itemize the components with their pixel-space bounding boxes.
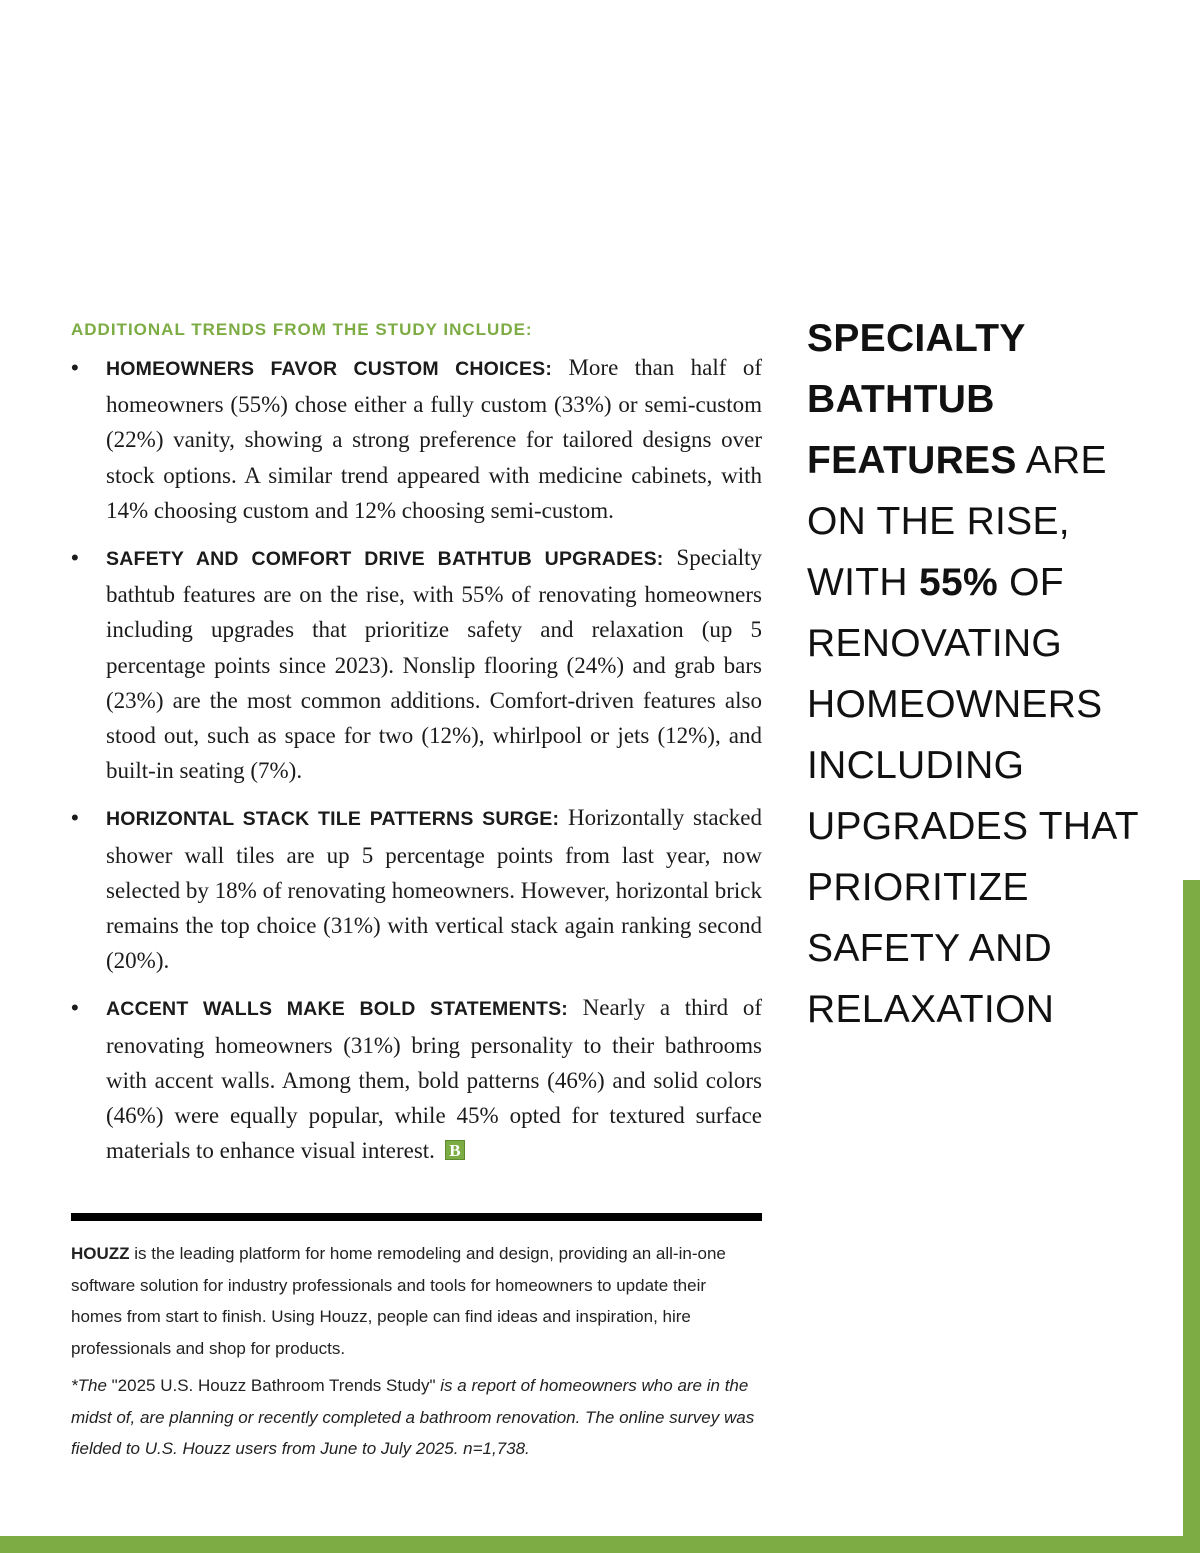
pull-quote — [807, 308, 1167, 1040]
bullet-icon: • — [71, 545, 79, 571]
pullquote-line: UPGRADES THAT — [807, 805, 1139, 848]
pullquote-emphasis: 55% — [918, 561, 998, 604]
end-mark-icon: B — [445, 1140, 465, 1160]
pullquote-line: SPECIALTY — [807, 317, 1026, 360]
bullet-icon: • — [71, 805, 79, 831]
study-title: "2025 U.S. Houzz Bathroom Trends Study" — [111, 1376, 436, 1395]
pullquote-text: ARE — [1016, 439, 1107, 482]
pullquote-line: PRIORITIZE — [807, 866, 1029, 909]
pullquote-line: RENOVATING — [807, 622, 1063, 665]
trend-lead: HORIZONTAL STACK TILE PATTERNS SURGE: — [106, 808, 560, 831]
pullquote-line: ON THE RISE, — [807, 500, 1070, 543]
pullquote-emphasis: FEATURES — [807, 439, 1017, 482]
trend-lead: HOMEOWNERS FAVOR CUSTOM CHOICES: — [106, 358, 553, 380]
brand-name: HOUZZ — [71, 1244, 130, 1263]
pullquote-line: RELAXATION — [807, 988, 1055, 1031]
trend-body: Specialty bathtub features are on the rise, with 55% of renovating homeowners including upgrades that prioritize safety and relaxation (up 5 percentage points since 2023). Nonslip flooring (24%) and grab bars (23%) are the most common additions. Comfort-driven features also stood out, such as space for two (12%), whirlpool or jets (12%), and built-in seating (7%). — [106, 545, 762, 784]
bullet-icon: • — [71, 355, 79, 380]
about-text: is the leading platform for home remodeling and design, providing an all-in-one software solution for industry professionals and tools for homeowners to update their homes from start to finish. Using Houzz, people can find ideas and inspiration, hire professionals and shop for products. — [71, 1244, 726, 1358]
footnote-prefix: *The — [71, 1376, 112, 1395]
list-item — [71, 800, 762, 978]
trend-body: More than half of homeowners (55%) chose either a fully custom (33%) or semi-custom (22%) vanity, showing a strong preference for tailored designs over stock options. A similar trend appeared with medicine cabinets, with 14% choosing custom and 12% choosing semi-custom. — [106, 355, 762, 523]
pullquote-line: INCLUDING — [807, 744, 1025, 787]
trend-lead: ACCENT WALLS MAKE BOLD STATEMENTS: — [106, 998, 568, 1021]
list-item — [71, 350, 762, 528]
trend-body: Horizontally stacked shower wall tiles are up 5 percentage points from last year, now selected by 18% of renovating homeowners. However, horizontal brick remains the top choice (31%) with vertical stack again ranking second (20%). — [106, 805, 762, 974]
about-houzz — [71, 1238, 741, 1364]
section-heading: ADDITIONAL TRENDS FROM THE STUDY INCLUDE: — [71, 320, 533, 339]
list-item — [71, 540, 762, 788]
divider — [71, 1213, 762, 1221]
list-item — [71, 990, 762, 1168]
footnote — [71, 1370, 771, 1465]
pullquote-line — [807, 552, 1167, 613]
accent-bar-right — [1183, 880, 1200, 1553]
trend-body: Nearly a third of renovating homeowners (31%) bring personality to their bathrooms with accent walls. Among them, bold patterns (46%) and solid colors (46%) were equally popular, while 45% opted for textured surface materials to enhance visual interest. — [106, 995, 762, 1164]
pullquote-text: WITH — [807, 561, 919, 604]
pullquote-text: OF — [997, 561, 1064, 604]
pullquote-line: BATHTUB — [807, 378, 995, 421]
accent-bar-bottom — [0, 1536, 1200, 1553]
trends-list — [71, 350, 762, 1180]
pullquote-line: HOMEOWNERS — [807, 683, 1103, 726]
pullquote-line: SAFETY AND — [807, 927, 1053, 970]
footnote-text: is a report of homeowners who are in the midst of, are planning or recently completed a bathroom renovation. The online survey was fielded to U.S. Houzz users from June to July 2025. n=1,738. — [71, 1376, 755, 1459]
pullquote-line — [807, 430, 1167, 491]
trend-lead: SAFETY AND COMFORT DRIVE BATHTUB UPGRADES: — [106, 548, 664, 571]
bullet-icon: • — [71, 995, 79, 1021]
